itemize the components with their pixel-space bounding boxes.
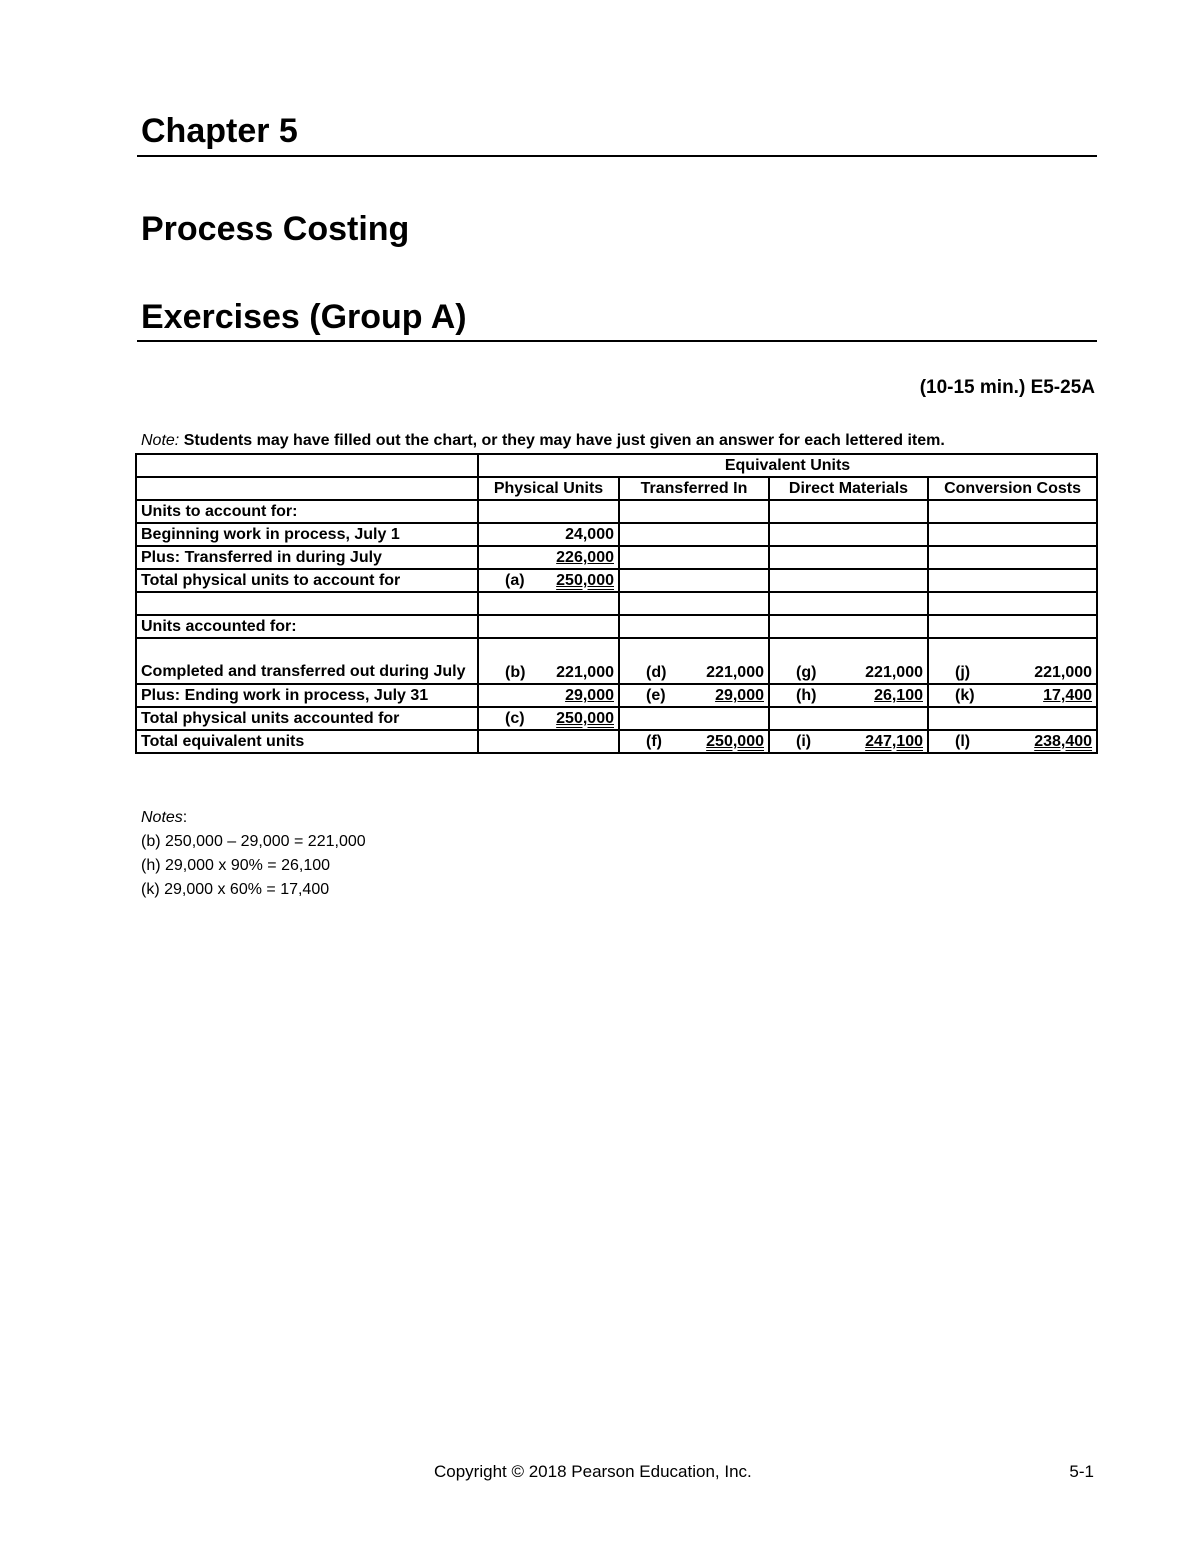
row-label-total-equivalent: Total equivalent units — [136, 730, 478, 753]
table-row — [136, 707, 1097, 730]
table-row — [136, 730, 1097, 753]
row-label-beg-wip: Beginning work in process, July 1 — [136, 523, 478, 546]
table-row — [136, 454, 1097, 477]
row-label-total-to-account: Total physical units to account for — [136, 569, 478, 592]
table-cell — [136, 477, 478, 500]
letter-b: (b) — [505, 664, 526, 681]
total-equiv-transferred-in: 250,000 — [706, 733, 764, 750]
completed-direct-materials: 221,000 — [865, 664, 923, 681]
total-to-account-physical: 250,000 — [556, 572, 614, 589]
ending-wip-conversion: 17,400 — [1043, 687, 1093, 704]
letter-i: (i) — [796, 733, 812, 750]
letter-d: (d) — [646, 664, 667, 681]
exercise-reference: (10-15 min.) E5-25A — [919, 377, 1095, 398]
letter-e: (e) — [646, 687, 666, 704]
table-row — [136, 684, 1097, 707]
notes-title: Notes — [141, 809, 183, 826]
transferred-in-physical: 226,000 — [556, 549, 614, 566]
topic-title: Process Costing — [141, 210, 410, 248]
notes-heading: Notes: — [141, 809, 188, 826]
table-row — [136, 477, 1097, 500]
chapter-divider — [137, 155, 1097, 157]
letter-f: (f) — [646, 733, 662, 750]
table-row — [136, 523, 1097, 546]
letter-l: (l) — [955, 733, 971, 750]
equivalent-units-table — [135, 453, 1098, 754]
letter-a: (a) — [505, 572, 525, 589]
col-header-conversion: Conversion Costs — [928, 477, 1097, 500]
total-equiv-direct-materials: 247,100 — [865, 733, 923, 750]
ending-wip-physical: 29,000 — [565, 687, 614, 704]
row-label-completed: Completed and transferred out during July — [136, 638, 478, 684]
letter-k: (k) — [955, 687, 975, 704]
total-equiv-conversion: 238,400 — [1034, 733, 1093, 750]
letter-g: (g) — [796, 664, 817, 681]
copyright-text: Copyright © 2018 Pearson Education, Inc. — [434, 1462, 752, 1481]
beg-wip-physical: 24,000 — [478, 523, 619, 546]
completed-transferred-in: 221,000 — [706, 664, 764, 681]
letter-c: (c) — [505, 710, 525, 727]
equivalent-units-header: Equivalent Units — [478, 454, 1097, 477]
letter-h: (h) — [796, 687, 817, 704]
section-title: Exercises (Group A) — [141, 298, 467, 336]
table-cell — [136, 454, 478, 477]
section-divider — [137, 340, 1097, 342]
note-label: Note: — [141, 432, 180, 449]
total-accounted-physical: 250,000 — [556, 710, 614, 727]
note-text: Students may have filled out the chart, or they may have just given an answer for each lettered item. — [179, 432, 945, 449]
table-row — [136, 569, 1097, 592]
table-row — [136, 615, 1097, 638]
row-label-units-to-account: Units to account for: — [136, 500, 478, 523]
note-line-h: (h) 29,000 x 90% = 26,100 — [141, 857, 331, 874]
col-header-transferred-in: Transferred In — [619, 477, 769, 500]
ending-wip-transferred-in: 29,000 — [715, 687, 764, 704]
table-row — [136, 592, 1097, 615]
instruction-note — [141, 432, 945, 450]
chapter-title: Chapter 5 — [141, 112, 298, 150]
table-row — [136, 546, 1097, 569]
table-row — [136, 500, 1097, 523]
completed-physical: 221,000 — [556, 664, 614, 681]
col-header-direct-materials: Direct Materials — [769, 477, 928, 500]
note-line-b: (b) 250,000 – 29,000 = 221,000 — [141, 833, 366, 850]
row-label-units-accounted: Units accounted for: — [136, 615, 478, 638]
table-row — [136, 638, 1097, 684]
row-label-ending-wip: Plus: Ending work in process, July 31 — [136, 684, 478, 707]
row-label-total-accounted: Total physical units accounted for — [136, 707, 478, 730]
completed-conversion: 221,000 — [1034, 664, 1093, 681]
ending-wip-direct-materials: 26,100 — [874, 687, 923, 704]
col-header-physical: Physical Units — [478, 477, 619, 500]
row-label-transferred-in: Plus: Transferred in during July — [136, 546, 478, 569]
page-number: 5-1 — [1069, 1462, 1094, 1481]
calculation-notes — [141, 806, 366, 902]
letter-j: (j) — [955, 664, 971, 681]
note-line-k: (k) 29,000 x 60% = 17,400 — [141, 881, 330, 898]
